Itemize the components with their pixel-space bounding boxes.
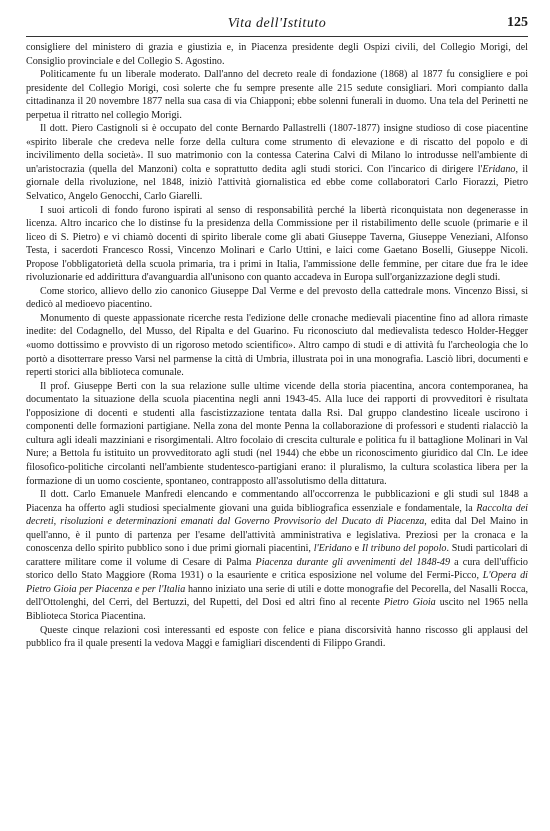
paragraph bbox=[26, 285, 528, 312]
paragraph bbox=[26, 624, 528, 651]
paragraph-text: , edita dal Del Maino in quell'anno, è il punto di partenza per l'esame dell'attività amministrativa e legislativa. Preziosi per la cronaca e la conoscenza dello spirito pubblico sono i due primi giornali piacentini, bbox=[26, 516, 528, 555]
body-text bbox=[26, 41, 528, 651]
paragraph-text: Il dott. Piero Castignoli si è occupato del conte Bernardo Pallastrelli (1807-1877) insigne studioso di cose piacentine «spirito liberale che credeva nelle forze della cultura come strumento di elevazione e di riscatto del popolo e di incivilimento della società». Il suo matrimonio con la contessa Caterina Calvi di Milano lo introdusse nell'ambiente di un'aristocrazia (quella del Manzoni) colta e soprattutto dedita agli studi storici. Con l'incarico di dirigere l' bbox=[26, 123, 528, 175]
paragraph-text: I suoi articoli di fondo furono ispirati al senso di responsabilità perché la libertà riconquistata non degenerasse in licenza. Altro incarico che lo distinse fu la presidenza della Commissione per il ristabilimento delle scuole (primarie e il liceo di S. Pietro) e vi chiamò docenti di spirito liberale come gli abati Giuseppe Taverna, Giuseppe Veneziani, Alfonso Testa, i sacerdoti Francesco Rossi, Vincenzo Molinari e Carlo Uttini, e laici come Gaetano Boselli, Giuseppe Nicoli. Propose l'obbligatorietà della scuola primaria, tra i primi in Italia, l'ammissione delle femmine, per citare due fra le idee rivoluzionarie ed addirittura d'avanguardia all'unisono con quanto accadeva in Europa sull'organizzazione degli studi. bbox=[26, 204, 528, 284]
paragraph bbox=[26, 41, 528, 68]
paragraph bbox=[26, 122, 528, 203]
paragraph bbox=[26, 312, 528, 380]
italic-text: l'Eridano bbox=[313, 543, 352, 555]
paragraph-text: Queste cinque relazioni così interessanti ed esposte con felice e piana discorsività hanno riscosso gli applausi del pubblico fra il quale presenti la vedova Maggi e famigliari discendenti di Filippo Grandi. bbox=[26, 624, 528, 650]
italic-text: Pietro Gioia bbox=[383, 597, 436, 609]
paragraph-text: Il prof. Giuseppe Berti con la sua relazione sulle ultime vicende della storia piacentina, ancora contemporanea, ha documentato la situazione della scuola piacentina negli anni 1943-45. Alla luce dei rapporti di provveditori è risultata l'opposizione di docenti e studenti alla fascistizzazione tentata dalla Rsi. Dal gruppo clandestino liceale uscirono i componenti delle formazioni partigiane. Nella zona del monte Penna la collaborazione di professori e studenti rialacciò la cultura agli ideali mazziniani e risorgimentali. Altro focolaio di crescita culturale e politica fu il battaglione Molinari in Val Nure; a Bettola fu istituito un provveditorato agli studi (nel 1944) che ebbe un riconoscimento giuridico dal Cln. Le idee filosofico-politiche circolanti nell'ambiente studentesco-partigiani erano: il pluralismo, la cultura scolastica libera per la formazione di un uomo cosciente, spontaneo, contrapposto all'assolutismo della dittatura. bbox=[26, 380, 528, 487]
paragraph-text: . Studi particolari di carattere militare come il volume di Cesare di Palma bbox=[26, 543, 528, 568]
page-number: 125 bbox=[507, 15, 528, 30]
running-title: Vita dell'Istituto bbox=[227, 16, 327, 31]
paragraph bbox=[26, 380, 528, 488]
paragraph bbox=[26, 204, 528, 285]
paragraph-text: Come storico, allievo dello zio canonico Giuseppe Dal Verme e del prevosto della cattedrale mons. Vincenzo Bissi, si dedicò al medioevo piacentino. bbox=[26, 285, 528, 311]
paragraph-text: hanno iniziato una serie di utili e dotte monografie del Pecorella, del Nasalli Rocca, dell'Ottolenghi, del Cerri, del Bertuzzi, del Rupetti, del Dosi ed altri fino al recente bbox=[26, 583, 528, 609]
paragraph-text: Monumento di queste appassionate ricerche resta l'edizione delle cronache medievali piacentine fino ad allora rimaste inedite: del Codagnello, del Musso, del Ripalta e del Guarino. Fu riconosciuto dal medievalista tedesco Holder-Hegger «uomo dottissimo e provvisto di un rigoroso metodo scientifico». Altro campo di studi e di attività fu l'archeologia che lo portò a disotterrare presso Varsi nel parmense la città di Umbria, illustrata poi in una monografia. Lasciò libri, documenti e reperti storici alla biblioteca comunale. bbox=[26, 312, 528, 379]
italic-text: Raccolta dei decreti, risoluzioni e determinazioni emanati dal Governo Provvisorio del Ducato di Piacenza bbox=[26, 502, 528, 528]
paragraph bbox=[26, 68, 528, 122]
running-header bbox=[26, 16, 528, 37]
paragraph bbox=[26, 488, 528, 623]
italic-text: Eridano bbox=[482, 163, 516, 175]
paragraph-text: , il giornale della rivoluzione, nel 1848, iniziò l'attività giornalistica ed ebbe come collaboratori Carlo Fiorazzi, Pietro Selvatico, Angelo Genocchi, Carlo Giarelli. bbox=[26, 163, 529, 203]
paragraph-text: a cura dell'ufficio storico dello Stato Maggiore (Roma 1931) o la esauriente e critica esposizione nel volume del Fermi-Picco, bbox=[26, 556, 528, 582]
paragraph-text: e bbox=[351, 543, 362, 555]
italic-text: L'Opera di Pietro Gioia per Piacenza e per l'Italia bbox=[26, 570, 528, 595]
paragraph-text: consigliere del ministero di grazia e giustizia e, in Piacenza presidente degli Ospizi civili, del Collegio Morigi, del Consiglio provinciale e del Collegio S. Agostino. bbox=[26, 42, 528, 67]
paragraph-text: uscito nel 1965 nella Biblioteca Storica Piacentina. bbox=[26, 597, 528, 622]
paragraph-text: Il dott. Carlo Emanuele Manfredi elencando e commentando all'occorrenza le pubblicazioni e gli studi sul 1848 a Piacenza ha offerto agli studiosi specialmente giovani una guida bibliografica essenziale e fondamentale, la bbox=[26, 489, 528, 514]
italic-text: Il tribuno del popolo bbox=[361, 543, 447, 555]
italic-text: Piacenza durante gli avvenimenti del 1848-49 bbox=[255, 556, 451, 568]
paragraph-text: Politicamente fu un liberale moderato. Dall'anno del decreto reale di fondazione (1868) al 1877 fu consigliere e poi presidente del Collegio Morigi, così solerte che fu sempre presente alle 215 sedute consigliari. Morì compianto dalla cittadinanza il 20 novembre 1877 nella sua casa di via Chiapponi; ebbe solenni funerali in duomo. Una tela del Perinetti ne perpetua il ritratto nel collegio Morigi. bbox=[26, 69, 528, 121]
